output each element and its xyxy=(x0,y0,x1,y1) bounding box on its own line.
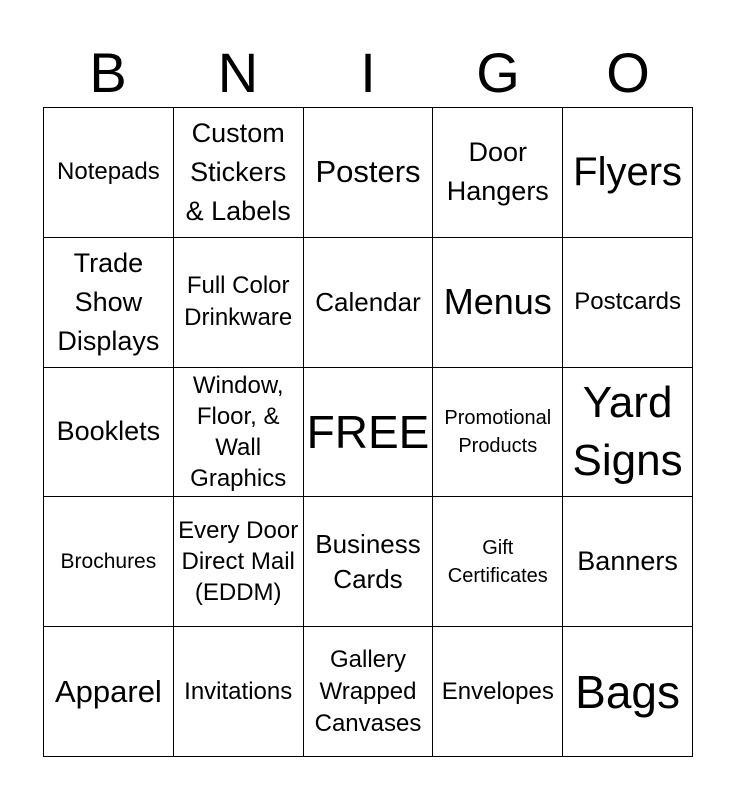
bingo-cell[interactable] xyxy=(44,368,174,498)
cell-label: Notepads xyxy=(57,158,160,186)
bingo-grid xyxy=(43,107,693,757)
bingo-cell[interactable] xyxy=(304,108,434,238)
header-letter-i: I xyxy=(360,41,376,104)
cell-label: Calendar xyxy=(315,287,421,318)
cell-label: Trade Show Displays xyxy=(57,247,160,356)
bingo-cell[interactable] xyxy=(174,497,304,627)
bingo-cell[interactable] xyxy=(563,627,693,757)
bingo-cell[interactable] xyxy=(563,368,693,498)
bingo-cell[interactable] xyxy=(174,238,304,368)
cell-label: Custom Stickers & Labels xyxy=(185,117,291,226)
header-letter-n: N xyxy=(217,41,259,104)
header-letter-b: B xyxy=(89,41,127,104)
cell-label: Posters xyxy=(315,154,421,190)
bingo-cell[interactable] xyxy=(304,238,434,368)
bingo-cell[interactable] xyxy=(174,108,304,238)
cell-label: Envelopes xyxy=(441,677,554,705)
cell-label: Gift Certificates xyxy=(447,536,548,587)
bingo-cell[interactable] xyxy=(44,238,174,368)
cell-label: Bags xyxy=(575,665,681,718)
cell-label: Apparel xyxy=(54,673,162,709)
cell-label: Promotional Products xyxy=(444,406,552,457)
bingo-cell[interactable] xyxy=(433,627,563,757)
bingo-cell[interactable] xyxy=(563,238,693,368)
bingo-cell[interactable] xyxy=(304,627,434,757)
bingo-cell[interactable] xyxy=(563,497,693,627)
cell-label: Booklets xyxy=(56,416,161,447)
cell-label: Every Door Direct Mail (EDDM) xyxy=(178,517,299,607)
cell-label: FREE xyxy=(306,405,430,458)
cell-label: Brochures xyxy=(60,549,157,573)
bingo-cell[interactable] xyxy=(174,368,304,498)
cell-label: Yard Signs xyxy=(572,377,683,485)
bingo-cell[interactable] xyxy=(433,368,563,498)
cell-label: Gallery Wrapped Canvases xyxy=(314,645,422,737)
bingo-cell[interactable] xyxy=(44,627,174,757)
bingo-cell[interactable] xyxy=(433,497,563,627)
cell-label: Full Color Drinkware xyxy=(184,272,293,332)
bingo-cell[interactable] xyxy=(44,108,174,238)
header-letter-o: O xyxy=(606,41,650,104)
bingo-cell[interactable] xyxy=(44,497,174,627)
header-letter-g: G xyxy=(476,41,520,104)
cell-label: Door Hangers xyxy=(446,137,549,207)
bingo-cell[interactable] xyxy=(563,108,693,238)
cell-label: Invitations xyxy=(184,677,293,705)
bingo-header xyxy=(43,40,693,106)
cell-label: Postcards xyxy=(574,288,681,316)
bingo-cell[interactable] xyxy=(433,238,563,368)
bingo-cell[interactable] xyxy=(304,497,434,627)
cell-label: Menus xyxy=(443,281,552,323)
cell-label: Flyers xyxy=(573,150,683,195)
bingo-cell[interactable] xyxy=(433,108,563,238)
cell-label: Business Cards xyxy=(315,528,421,594)
cell-label: Window, Floor, & Wall Graphics xyxy=(190,371,287,492)
cell-label: Banners xyxy=(577,546,678,577)
bingo-cell[interactable] xyxy=(174,627,304,757)
bingo-cell[interactable] xyxy=(304,368,434,498)
